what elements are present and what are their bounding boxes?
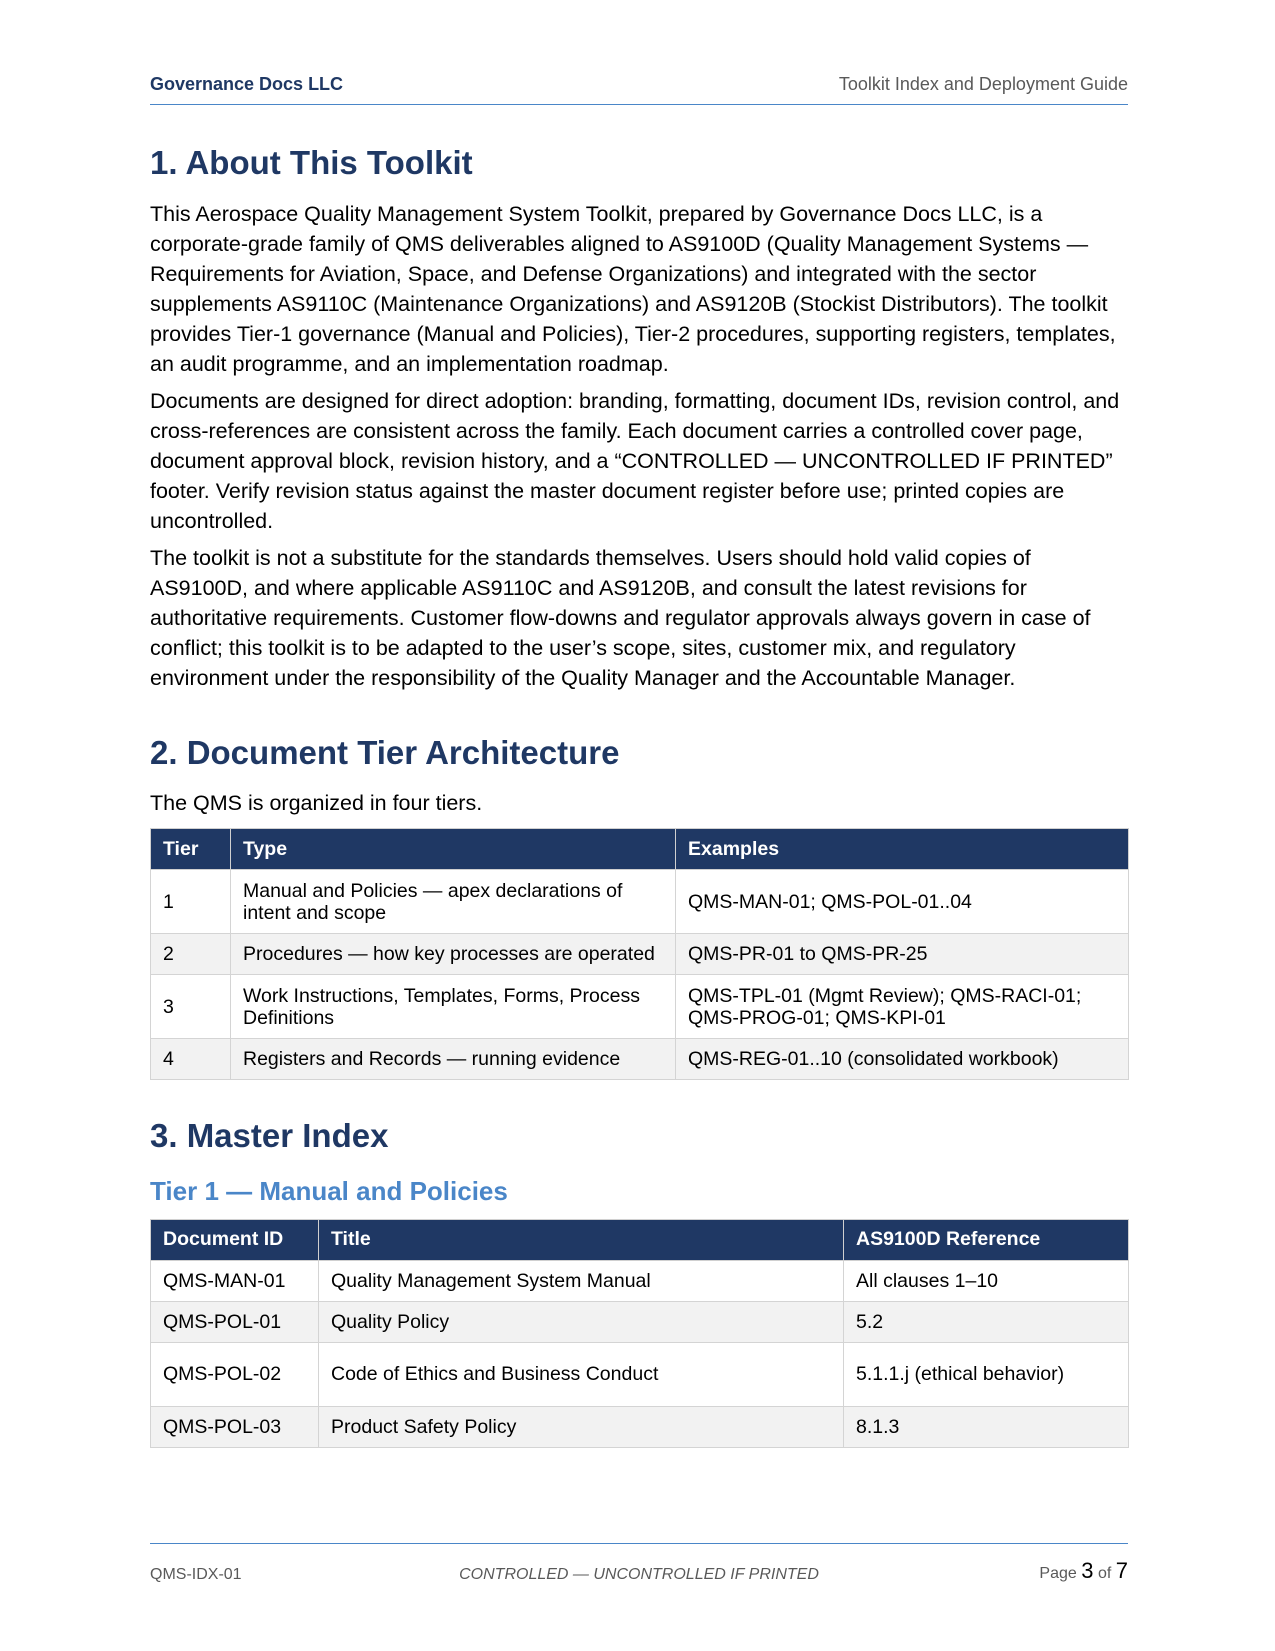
section-3-heading: 3. Master Index — [150, 1117, 389, 1155]
table-row — [151, 1039, 1129, 1080]
document-page — [150, 0, 1128, 1651]
table-header-row — [151, 1219, 1129, 1260]
table-cell: QMS-POL-01 — [151, 1301, 319, 1342]
table-cell: QMS-POL-02 — [151, 1342, 319, 1406]
table-cell: Quality Policy — [319, 1301, 844, 1342]
footer-page-number — [1039, 1558, 1128, 1584]
table-cell: QMS-POL-03 — [151, 1406, 319, 1447]
table-cell: QMS-TPL-01 (Mgmt Review); QMS-RACI-01; QMS-PROG-01; QMS-KPI-01 — [676, 975, 1129, 1039]
table-cell: Quality Management System Manual — [319, 1260, 844, 1301]
column-header-tier: Tier — [151, 829, 231, 870]
section-1-heading: 1. About This Toolkit — [150, 144, 473, 181]
table-cell: QMS-PR-01 to QMS-PR-25 — [676, 934, 1129, 975]
column-header-reference: AS9100D Reference — [844, 1219, 1129, 1260]
table-row — [151, 934, 1129, 975]
page-of-label: of — [1097, 1565, 1112, 1582]
table-row — [151, 1260, 1129, 1301]
table-cell: 1 — [151, 870, 231, 934]
page-label: Page — [1039, 1565, 1077, 1582]
table-row — [151, 1301, 1129, 1342]
column-header-title: Title — [319, 1219, 844, 1260]
section-1-paragraph-2: Documents are designed for direct adoption: branding, formatting, document IDs, revision control, and cross-references are consistent across the family. Each document carries a controlled cover page, document approval block, revision history, and a “CONTROLLED — UNCONTROLLED IF PRINTED” footer. Verify revision status against the master document register before use; printed copies are uncontrolled. — [150, 388, 1120, 533]
table-cell: Manual and Policies — apex declarations of intent and scope — [231, 870, 676, 934]
section-2-heading: 2. Document Tier Architecture — [150, 733, 620, 771]
table-cell: QMS-REG-01..10 (consolidated workbook) — [676, 1039, 1129, 1080]
page-current: 3 — [1081, 1558, 1094, 1583]
table-header-row — [151, 829, 1129, 870]
header-doc-title: Toolkit Index and Deployment Guide — [838, 74, 1128, 94]
table-cell: QMS-MAN-01 — [151, 1260, 319, 1301]
footer-doc-id: QMS-IDX-01 — [150, 1566, 242, 1583]
footer-control-notice: CONTROLLED — UNCONTROLLED IF PRINTED — [459, 1566, 819, 1583]
column-header-examples: Examples — [676, 829, 1129, 870]
table-cell: All clauses 1–10 — [844, 1260, 1129, 1301]
header-company: Governance Docs LLC — [150, 74, 344, 94]
table-cell: QMS-MAN-01; QMS-POL-01..04 — [676, 870, 1129, 934]
table-cell: 5.2 — [844, 1301, 1129, 1342]
table-cell: 5.1.1.j (ethical behavior) — [844, 1342, 1129, 1406]
tier-1-subheading: Tier 1 — Manual and Policies — [150, 1175, 508, 1206]
table-row — [151, 1342, 1129, 1406]
table-row — [151, 1406, 1129, 1447]
table-cell: 2 — [151, 934, 231, 975]
table-cell: Procedures — how key processes are operated — [231, 934, 676, 975]
column-header-type: Type — [231, 829, 676, 870]
section-1-paragraph-3: The toolkit is not a substitute for the standards themselves. Users should hold valid copies of AS9100D, and where applicable AS9110C and AS9120B, and consult the latest revisions for authoritative requirements. Customer flow-downs and regulator approvals always govern in case of conflict; this toolkit is to be adapted to the user’s scope, sites, customer mix, and regulatory environment under the responsibility of the Quality Manager and the Accountable Manager. — [150, 545, 1091, 690]
table-cell: Code of Ethics and Business Conduct — [319, 1342, 844, 1406]
tier-architecture-table — [150, 828, 1129, 1080]
table-cell: 3 — [151, 975, 231, 1039]
master-index-tier-1-table — [150, 1219, 1129, 1448]
table-cell: Work Instructions, Templates, Forms, Process Definitions — [231, 975, 676, 1039]
section-2-intro: The QMS is organized in four tiers. — [150, 791, 483, 816]
table-row — [151, 870, 1129, 934]
table-cell: Product Safety Policy — [319, 1406, 844, 1447]
table-cell: 4 — [151, 1039, 231, 1080]
page-footer — [150, 1543, 1128, 1584]
table-cell: 8.1.3 — [844, 1406, 1129, 1447]
page-header — [150, 72, 1128, 105]
table-row — [151, 975, 1129, 1039]
table-cell: Registers and Records — running evidence — [231, 1039, 676, 1080]
page-content — [150, 143, 1128, 1448]
section-1-paragraph-1: This Aerospace Quality Management System Toolkit, prepared by Governance Docs LLC, is a corporate-grade family of QMS deliverables aligned to AS9100D (Quality Management Systems — Requirements for Aviation, Space, and Defense Organizations) and integrated with the sector supplements AS9110C (Maintenance Organizations) and AS9120B (Stockist Distributors). The toolkit provides Tier-1 governance (Manual and Policies), Tier-2 procedures, supporting registers, templates, an audit programme, and an implementation roadmap. — [150, 201, 1116, 376]
page-total: 7 — [1115, 1558, 1128, 1583]
column-header-document-id: Document ID — [151, 1219, 319, 1260]
